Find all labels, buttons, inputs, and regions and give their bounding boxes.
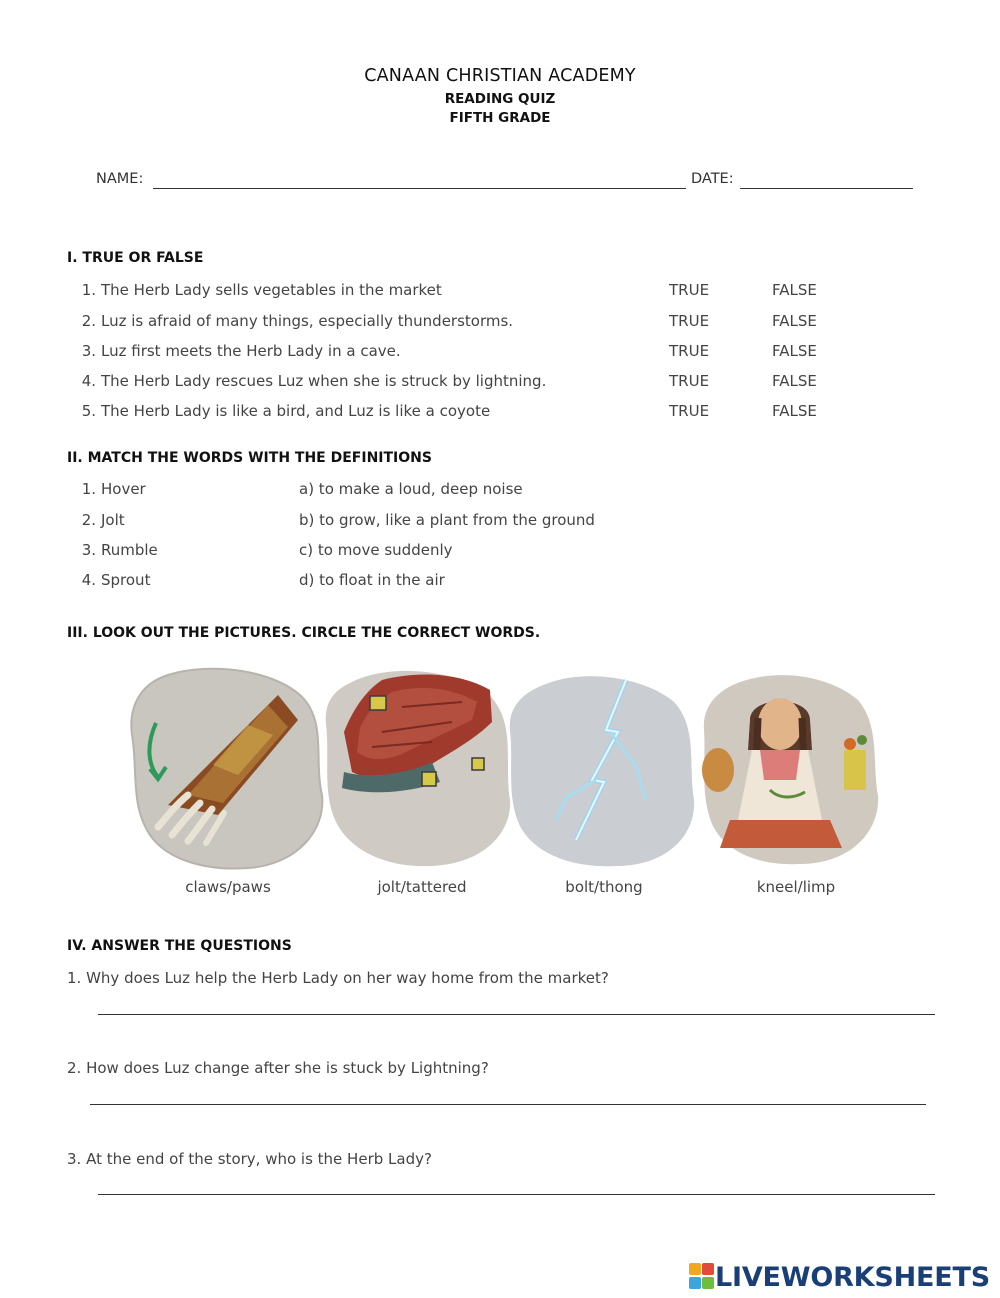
false-option[interactable]: FALSE [772,281,817,299]
match-word[interactable]: 3. Rumble [81,541,158,559]
section-questions-title: IV. ANSWER THE QUESTIONS [67,938,292,954]
answer-field[interactable] [98,1014,935,1015]
match-word[interactable]: 2. Jolt [81,511,125,529]
open-question: 1. Why does Luz help the Herb Lady on her way home from the market? [67,969,609,987]
date-field[interactable] [740,188,913,189]
match-word[interactable]: 1. Hover [81,480,146,498]
false-option[interactable]: FALSE [772,402,817,420]
true-option[interactable]: TRUE [669,372,710,390]
kneeling-girl-picture [700,670,880,866]
section-pictures-title: III. LOOK OUT THE PICTURES. CIRCLE THE CORRECT WORDS. [67,625,541,641]
section-true-false-title: I. TRUE OR FALSE [67,250,204,266]
tf-question: 4. The Herb Lady rescues Luz when she is struck by lightning. [81,372,547,390]
tf-question: 5. The Herb Lady is like a bird, and Luz is like a coyote [81,402,491,420]
answer-field[interactable] [90,1104,926,1105]
caption-jolt-tattered[interactable]: jolt/tattered [377,878,467,896]
match-definition[interactable]: c) to move suddenly [299,541,453,559]
grade-label: FIFTH GRADE [449,110,551,126]
school-name: CANAAN CHRISTIAN ACADEMY [364,66,636,86]
match-word[interactable]: 4. Sprout [81,571,151,589]
true-option[interactable]: TRUE [669,342,710,360]
false-option[interactable]: FALSE [772,342,817,360]
match-definition[interactable]: a) to make a loud, deep noise [299,480,523,498]
true-option[interactable]: TRUE [669,281,710,299]
false-option[interactable]: FALSE [772,372,817,390]
liveworksheets-badge-icon [689,1263,715,1291]
caption-bolt-thong[interactable]: bolt/thong [565,878,643,896]
open-question: 3. At the end of the story, who is the Herb Lady? [67,1150,432,1168]
quiz-title: READING QUIZ [444,91,556,107]
lightning-bolt-picture [506,670,696,868]
name-label: NAME: [96,171,144,187]
liveworksheets-logo[interactable] [689,1262,990,1292]
answer-field[interactable] [98,1194,935,1195]
true-option[interactable]: TRUE [669,312,710,330]
caption-kneel-limp[interactable]: kneel/limp [756,878,836,896]
match-definition[interactable]: d) to float in the air [299,571,445,589]
open-question: 2. How does Luz change after she is stuck by Lightning? [67,1059,489,1077]
tf-question: 2. Luz is afraid of many things, especially thunderstorms. [81,312,514,330]
tattered-cloth-picture [322,662,512,868]
tf-question: 3. Luz first meets the Herb Lady in a cave. [81,342,401,360]
false-option[interactable]: FALSE [772,312,817,330]
date-label: DATE: [691,171,734,187]
section-match-title: II. MATCH THE WORDS WITH THE DEFINITIONS [67,450,432,466]
caption-claws-paws[interactable]: claws/paws [185,878,271,896]
claws-picture [128,665,324,871]
name-field[interactable] [153,188,686,189]
tf-question: 1. The Herb Lady sells vegetables in the market [81,281,442,299]
liveworksheets-wordmark: LIVEWORKSHEETS [714,1261,990,1293]
true-option[interactable]: TRUE [669,402,710,420]
match-definition[interactable]: b) to grow, like a plant from the ground [299,511,595,529]
